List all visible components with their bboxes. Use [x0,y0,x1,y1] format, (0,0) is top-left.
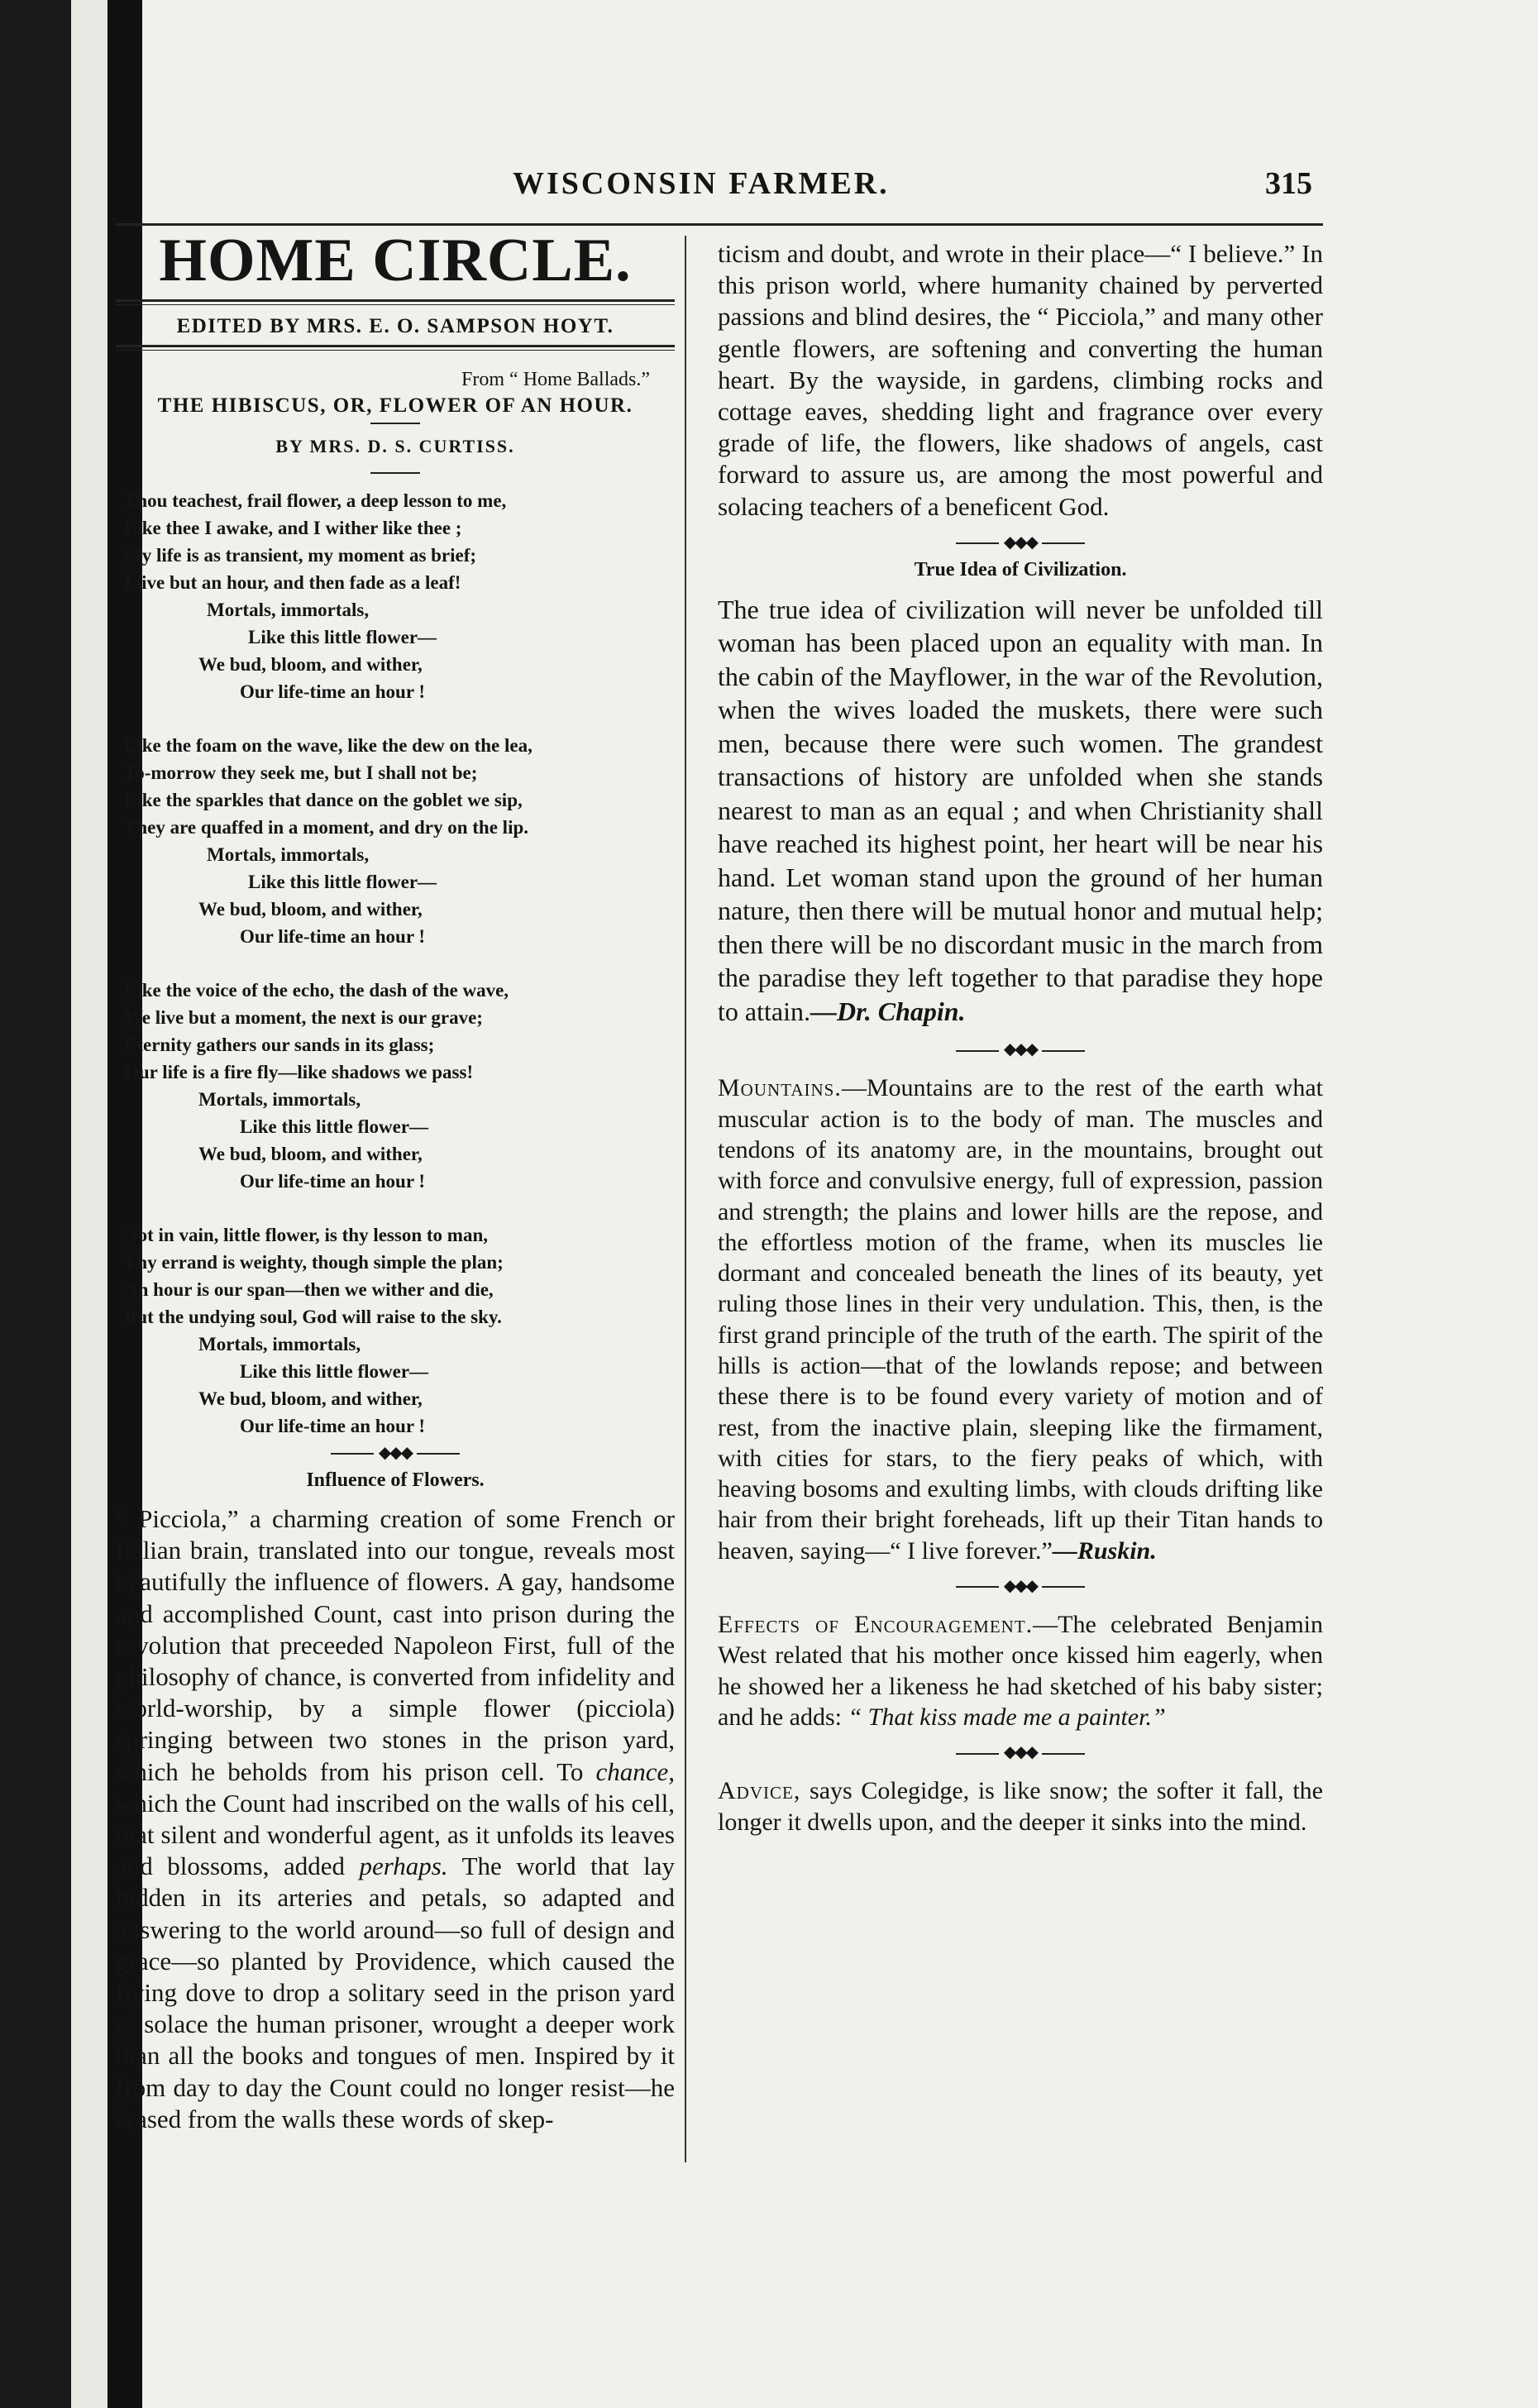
poem-line: Like the foam on the wave, like the dew on the lea, [124,735,533,756]
title-rule [116,299,675,305]
body-text: “ Picciola,” a charming creation of some French or Italian brain, translated into our tongue, reveals most beautifully the influence of flowers. A gay, handsome and accomplished Count, cast into prison during the revolution that preceeded Napoleon First, full of the philosophy of chance, is converted from infidelity and world-worship, by a simple flower (picciola) springing between two stones in the prison yard, which he beholds from his prison cell. To [116,1504,675,1786]
article-body-civilization [718,593,1323,1029]
refrain-line: Like this little flower— [240,1116,429,1137]
refrain-line: Mortals, immortals, [198,1334,361,1354]
poem-byline: BY MRS. D. S. CURTISS. [275,436,515,456]
poem-line: Eternity gathers our sands in its glass; [124,1034,435,1055]
running-head: WISCONSIN FARMER. [513,166,890,201]
right-column [718,238,1323,1837]
body-text: which the Count had inscribed on the walls of his cell, that silent and wonderful agent, as it unfolds its leaves and blossoms, added [116,1788,675,1881]
poem-line: Thou teachest, frail flower, a deep lesson to me, [124,490,507,511]
left-column [116,225,675,2135]
refrain-line: Mortals, immortals, [207,600,370,620]
article-advice [718,1775,1323,1837]
poem-stanza [116,1221,675,1440]
ornament-divider: ◆◆◆ [718,1041,1323,1058]
facing-page-edge [71,0,107,2408]
editor-line: EDITED BY MRS. E. O. SAMPSON HOYT. [176,315,614,337]
byline-rule [370,472,420,474]
poem-line: My life is as transient, my moment as brief; [124,545,477,566]
refrain-line: Our life-time an hour ! [240,926,426,947]
body-text: says Colegidge, is like snow; the softer it fall, the longer it dwells upon, and the deeper it sinks into the mind. [718,1777,1324,1836]
poem-line: Our life is a fire fly—like shadows we pass! [124,1062,474,1082]
body-text: —The celebrated Benjamin West related that his mother once kissed him eagerly, when he showed her a likeness he had sketched of his baby sister; and he adds: [718,1611,1323,1731]
refrain-line: We bud, bloom, and wither, [198,654,423,675]
refrain-line: Like this little flower— [248,627,437,647]
poem-title-rule [370,423,420,424]
lead-in: Advice, [718,1777,801,1805]
italic-text: chance, [595,1756,675,1786]
body-text: —Mountains are to the rest of the earth what muscular action is to the body of man. The muscles and tendons of its anatomy are, in the mountains, brought out with force and convulsive energy, full of expression, passion and strength; the plains and lower hills are the repose, and the effortless motion of the frame, when its muscles lie dormant and concealed beneath the lines of its beauty, yet ruling those lines in their very undulation. This, then, is the first grand principle of the truth of the earth. The spirit of the hills is action—that of the lowlands repose; and between these there is to be found every variety of motion and of rest, from the inactive plain, sleeping like the firmament, with cities for stars, to the fiery peaks of which, with heaving bosoms and exulting limbs, with clouds drifting like hair from their bright foreheads, lift up their Titan hands to heaven, saying—“ I live forever.” [718,1074,1323,1565]
italic-text: perhaps. [359,1851,448,1881]
refrain-line: Mortals, immortals, [207,844,370,865]
page-number: 315 [1265,166,1312,201]
refrain-line: Like this little flower— [240,1361,429,1382]
body-text: The world that lay hidden in its arteries and petals, so adapted and answering to the world around—so full of design and grace—so planted by Providence, which caused the flying dove to drop a solitary seed in the prison yard to solace the human prisoner, wrought a deeper work than all the books and tongues of men. Inspired by it from day to day the Count could no longer resist—he erased from the walls these words of skep- [116,1851,675,2133]
refrain-line: Our life-time an hour ! [240,1171,426,1192]
refrain-line: Our life-time an hour ! [240,681,426,702]
poem-line: Like the sparkles that dance on the goblet we sip, [124,790,523,810]
poem-line: Thy errand is weighty, though simple the plan; [124,1252,504,1273]
refrain-line: Our life-time an hour ! [240,1416,426,1436]
poem-line: Like thee I awake, and I wither like thee ; [124,518,462,538]
ornament-divider: ◆◆◆ [718,1744,1323,1761]
column-rule [685,236,686,2162]
poem-line: We live but a moment, the next is our grave; [124,1007,483,1028]
refrain-line: We bud, bloom, and wither, [198,1144,423,1164]
editor-rule [116,345,675,351]
section-title: HOME CIRCLE. [159,227,632,294]
lead-in: Effects of Encouragement. [718,1611,1034,1639]
poem-stanza [116,732,675,950]
article-mountains [718,1073,1323,1566]
poem-line: But the undying soul, God will raise to the sky. [124,1307,502,1327]
refrain-line: Mortals, immortals, [198,1089,361,1110]
poem-line: An hour is our span—then we wither and die, [124,1279,494,1300]
ornament-divider: ◆◆◆ [718,534,1323,551]
poem-stanza [116,487,675,705]
poem-line: They are quaffed in a moment, and dry on the lip. [124,817,529,838]
poem-line: Not in vain, little flower, is thy lesson to man, [124,1225,488,1245]
author-credit: —Dr. Chapin. [810,996,966,1026]
lead-in: Mountains. [718,1074,842,1102]
body-text: The true idea of civilization will never be unfolded till woman has been placed upon an equality with man. In the cabin of the Mayflower, in the war of the Revolution, when the wives loaded the muskets, there were such men, because there were such women. The grandest transactions of history are unfolded when she stands nearest to man as an equal ; and when Christianity shall have reached its highest point, her heart will be near his hand. Let woman stand upon the ground of her human nature, then there will be mutual honor and mutual help; then there will be no discordant music in the march from the paradise they left together to that paradise they hope to attain. [718,594,1323,1026]
poem-stanza [116,977,675,1195]
refrain-line: We bud, bloom, and wither, [198,899,423,920]
article-title-civilization: True Idea of Civilization. [914,558,1127,580]
refrain-line: Like this little flower— [248,872,437,892]
author-credit: —Ruskin. [1052,1536,1157,1565]
article-body-flowers [116,1503,675,2135]
poem-title: THE HIBISCUS, OR, FLOWER OF AN HOUR. [157,394,633,417]
article-title-flowers: Influence of Flowers. [306,1469,485,1491]
italic-quote: “ That kiss made me a painter.” [848,1703,1166,1731]
article-encouragement [718,1609,1323,1732]
poem-line: Like the voice of the echo, the dash of the wave, [124,980,509,1001]
ornament-divider: ◆◆◆ [718,1578,1323,1594]
poem-line: To-morrow they seek me, but I shall not be; [124,762,478,783]
poem-line: I live but an hour, and then fade as a leaf! [124,572,461,593]
poem-source: From “ Home Ballads.” [461,369,650,390]
ornament-divider: ◆◆◆ [116,1445,675,1461]
article-body-flowers-cont: ticism and doubt, and wrote in their place—“ I believe.” In this prison world, where humanity chained by perverted passions and blind desires, the “ Picciola,” and many other gentle flowers, are softening and converting the human heart. By the wayside, in gardens, climbing rocks and cottage eaves, shedding light and fragrance over every grade of life, the flowers, like shadows of angels, cast forward to assure us, are among the most powerful and solacing teachers of a beneficent God. [718,239,1323,521]
refrain-line: We bud, bloom, and wither, [198,1388,423,1409]
